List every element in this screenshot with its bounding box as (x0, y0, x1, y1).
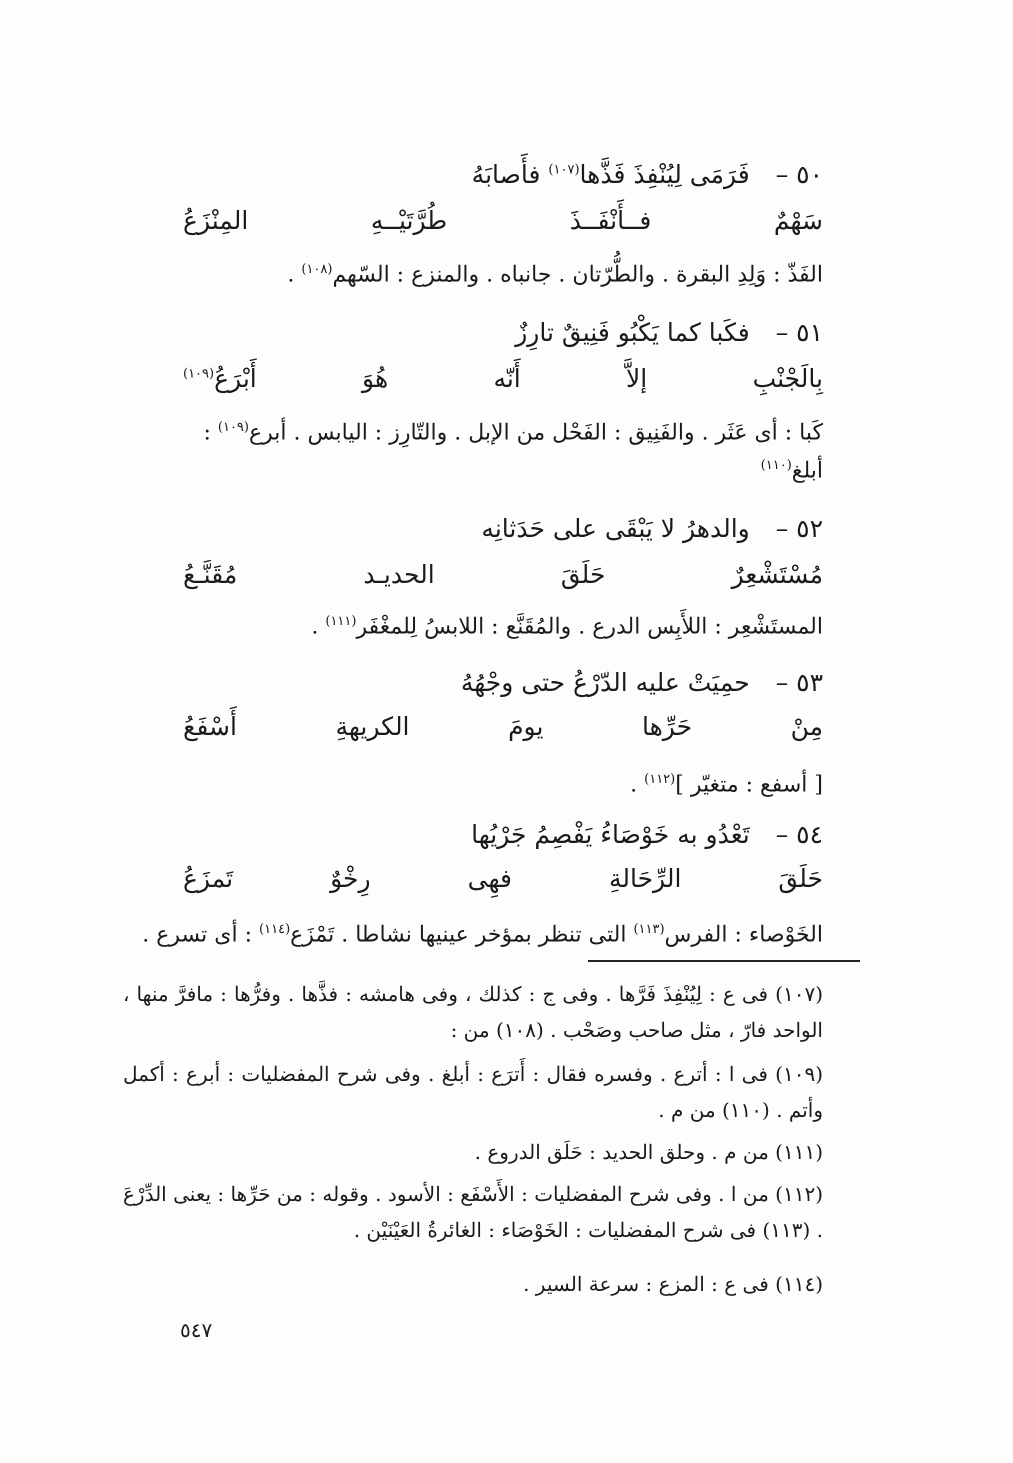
gloss-text: كَبا : أى عَثَر . والفَنِيق : الفَحْل من الإبل . والتّارِز : اليابس . أبرع (249, 420, 823, 446)
word: إلاَّ (626, 364, 648, 393)
gloss-53: [ أسفع : متغيّر ]$^{(١١٢)}$ . (630, 772, 823, 798)
gloss-54 (123, 922, 823, 947)
verse-text: فكَبا كما يَكْبُو فَنِيقٌ تارِزٌ (515, 318, 750, 347)
gloss-text: الخَوْصاء : الفرس (664, 922, 823, 948)
verse-text: فَرَمَى لِيُنْفِذَ فَذَّها (579, 160, 750, 189)
page-number: ٥٤٧ (180, 1318, 213, 1342)
footnote-114: (١١٤) فى ع : المزع : سرعة السير . (523, 1272, 823, 1296)
word: مُسْتَشْعِرٌ (731, 560, 823, 589)
word: أَسْفَعُ (183, 712, 237, 741)
word: يومَ (508, 712, 544, 741)
gloss-text: [ أسفع : متغيّر ] (675, 772, 823, 798)
word: حَلَقَ (778, 864, 823, 893)
word: مُقَنَّـعُ (183, 560, 238, 589)
footnote-ref: (١٠٧) (548, 162, 580, 178)
word: الحديـد (363, 560, 435, 589)
footnote-ref: (١٠٨) (301, 262, 333, 277)
verse-number: ٥٠ – (775, 160, 823, 189)
gloss-text-end: : (203, 420, 211, 446)
word: الكريهةِ (335, 712, 410, 741)
word: أَنّه (493, 364, 521, 393)
word: حَرِّها (641, 712, 693, 741)
verse-number: ٥١ – (775, 318, 823, 347)
footnote-ref: (١١٠) (760, 458, 792, 473)
verse-54-second-hemistich (183, 864, 823, 893)
footnote-ref: (١٠٩) (183, 366, 215, 382)
word: الرِّحَالةِ (608, 864, 682, 893)
word: بِالَجْنْبِ (752, 364, 823, 393)
word: رِخْوٌ (330, 864, 371, 893)
verse-51-first-hemistich (183, 318, 823, 347)
word: فــأَنْفَــذَ (569, 206, 652, 235)
footnote-divider (588, 960, 860, 962)
gloss-52: المستَشْعِر : اللأَبِس الدرع . والمُقَنَّع : اللابسُ لِلمغْفَر$^{(١١١)}$ . (311, 614, 823, 640)
word-with-ref (183, 364, 257, 393)
word: المِنْزَعُ (183, 206, 249, 235)
verse-number: ٥٣ – (775, 668, 823, 697)
verse-number: ٥٤ – (775, 820, 823, 849)
verse-text-end: فأَصابَهُ (471, 160, 541, 189)
gloss-text: الفَذّ : وَلِدِ البقرة . والطُّرّتان . جانباه . والمنزع : السّهم (332, 262, 823, 288)
word: مِنْ (790, 712, 823, 741)
verse-52-first-hemistich (183, 514, 823, 543)
verse-53-first-hemistich (183, 668, 823, 697)
footnote-111: (١١١) من م . وحلق الحديد : حَلَق الدروع . (474, 1140, 823, 1164)
verse-51-second-hemistich (183, 364, 823, 393)
gloss-text: أبلغ (791, 458, 823, 484)
verse-53-second-hemistich (183, 712, 823, 741)
footnote-ref: (١٠٩) (217, 420, 249, 435)
footnote-ref: (١١٤) (259, 922, 291, 937)
gloss-text-end: : أى تسرع . (142, 922, 253, 948)
gloss-text: التى تنظر بمؤخر عينيها نشاطا . تَمْزَع (290, 922, 627, 948)
word: حَلَقَ (560, 560, 606, 589)
verse-text: حمِيَتْ عليه الدّرْعُ حتى وجْهُهُ (460, 668, 750, 697)
verse-54-first-hemistich (183, 820, 823, 849)
word: طُرَّتَيْــهِ (370, 206, 448, 235)
footnote-107: (١٠٧) فى ع : لِيُنْفِذَ فَرَّها . وفى ج : كذلك ، وفى هامشه : فذَّها . وفرُّها : مافرَّ منها ، الواحد فارّ ، مثل صاحب وصَحْب . (١٠٨) من : (123, 982, 823, 1042)
gloss-text: المستَشْعِر : اللأَبِس الدرع . والمُقَنَّع : اللابسُ لِلمغْفَر (356, 614, 823, 640)
gloss-51-line1 (123, 420, 823, 445)
verse-50-second-hemistich (183, 206, 823, 235)
footnote-112: (١١٢) من ا . وفى شرح المفضليات : الأَسْفَع : الأسود . وقوله : من حَرِّها : يعنى الدِّرْعَ . (١١٣) فى شرح المفضليات : الخَوْصَاء : الغائرةُ العَيْنَيْن . (123, 1182, 823, 1242)
gloss-51-line2 (123, 458, 823, 483)
footnote-ref: (١١١) (325, 614, 357, 629)
footnote-ref: (١١٢) (644, 772, 676, 787)
word: فهِى (467, 864, 512, 893)
verse-text: تَعْدُو به خَوْصَاءُ يَفْصِمُ جَرْيُها (471, 820, 750, 849)
word: تَمزَعُ (183, 864, 234, 893)
verse-52-second-hemistich (183, 560, 823, 589)
word: أَبْرَعُ (214, 364, 257, 393)
footnote-109: (١٠٩) فى ا : أترع . وفسره فقال : أَترَع : أبلغ . وفى شرح المفضليات : أبرع : أكمل وأتم . (١١٠) من م . (123, 1062, 823, 1122)
gloss-50: الفَذّ : وَلِدِ البقرة . والطُّرّتان . جانباه . والمنزع : السّهم$^{(١٠٨)}$ . (287, 262, 823, 288)
verse-number: ٥٢ – (775, 514, 823, 543)
word: سَهْمٌ (773, 206, 823, 235)
verse-50-first-hemistich (183, 160, 823, 189)
verse-text: والدهرُ لا يَبْقَى على حَدَثانِه (481, 514, 750, 543)
word: هُوَ (362, 364, 389, 393)
footnote-ref: (١١٣) (633, 922, 665, 937)
